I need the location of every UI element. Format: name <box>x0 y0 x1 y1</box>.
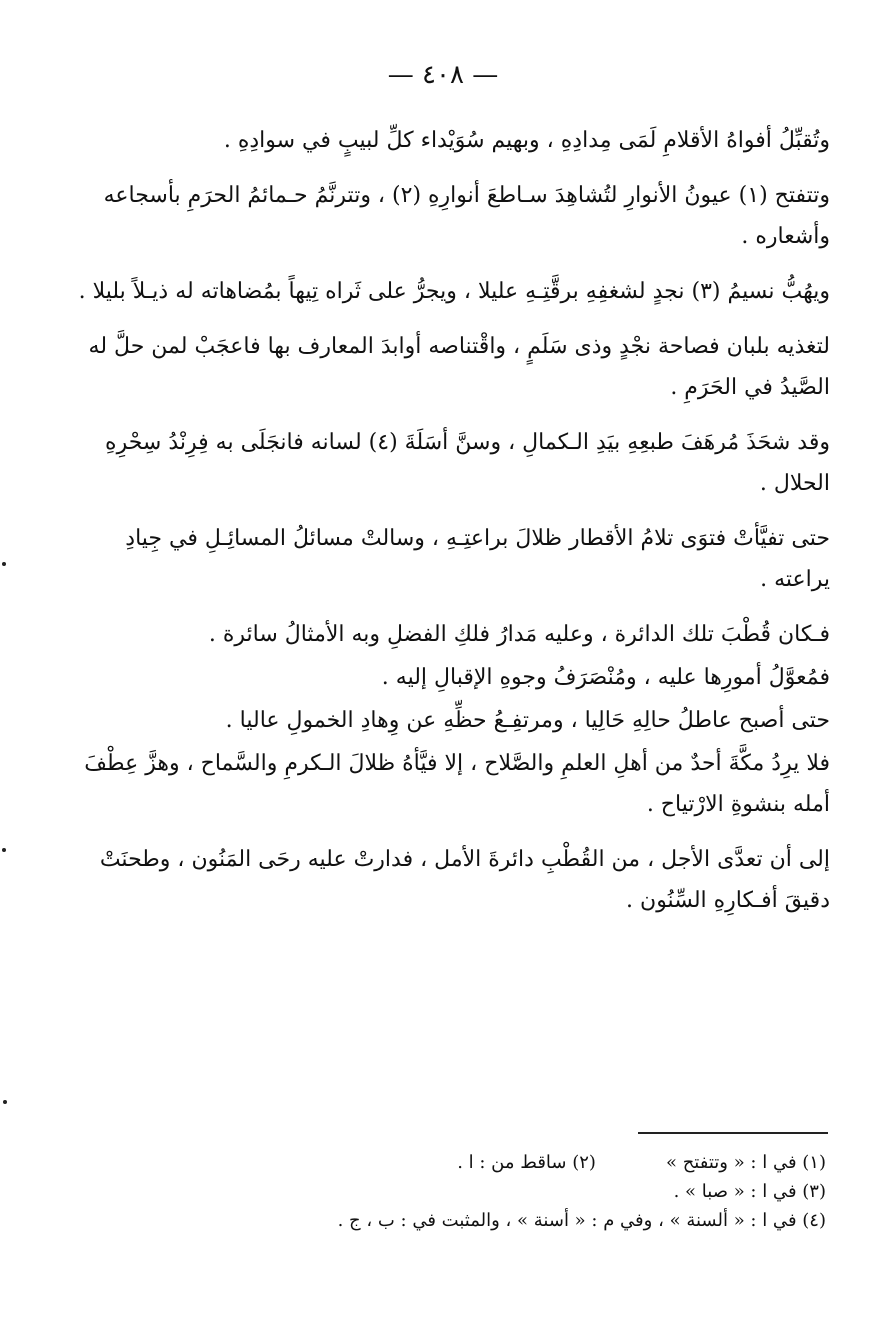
paragraph-4: لتغذيه بلبان فصاحة نجْدٍ وذى سَلَمٍ ، واقْتناصه أوابدَ المعارف بها فاعجَبْ لمن حلَّ له الصَّيدُ في الحَرَمِ . <box>88 334 830 400</box>
body-text <box>70 120 830 935</box>
paragraph-6: حتى تفيَّأتْ فتوَى تلامُ الأقطار ظلالَ براعتِـهِ ، وسالتْ مسائلُ المسائِـلِ في جِيادِ يراعته . <box>125 526 830 592</box>
footnote-4: (٤) في ا : « ألسنة » ، وفي م : « أسنة » ، والمثبت في : ب ، ج . <box>337 1210 826 1231</box>
paragraph-1: وتُقبِّلُ أفواهُ الأقلامِ لَمَى مِدادِهِ ، وبهيم سُوَيْداء كلِّ لبيبٍ في سوادِهِ . <box>223 128 830 153</box>
footnote-row <box>206 1148 826 1177</box>
paragraph-2: وتتفتح (١) عيونُ الأنوارِ لتُشاهِدَ سـاطعَ أنوارِهِ (٢) ، وتترنَّمُ حـمائمُ الحرَمِ بأسجاعه وأشعاره . <box>103 183 830 249</box>
paragraph-8: فمُعوَّلُ أمورِها عليه ، ومُنْصَرَفُ وجوهِ الإقبالِ إليه . <box>381 665 830 690</box>
page-number: — ٤٠٨ — <box>387 60 499 90</box>
footnote-1: (١) في ا : « وتتفتح » <box>665 1152 826 1173</box>
margin-mark <box>2 848 6 852</box>
paragraph-11: إلى أن تعدَّى الأجل ، من القُطْبِ دائرةَ الأمل ، فدارتْ عليه رحَى المَنُون ، وطحنَتْ دقيقَ أفـكارِهِ السِّنُون . <box>99 847 830 913</box>
footnote-3: (٣) في ا : « صبا » . <box>673 1181 826 1202</box>
margin-mark <box>3 1100 7 1104</box>
footnote-divider <box>638 1132 828 1134</box>
paragraph-3: ويهُبُّ نسيمُ (٣) نجدٍ لشغفِهِ برقَّتِـهِ عليلا ، ويجرُّ على ثَراه تِيهاً بمُضاهاته له ذيـلاً بليلا . <box>78 279 830 304</box>
footnotes <box>206 1148 826 1235</box>
paragraph-5: وقد شحَذَ مُرهَفَ طبعِهِ بيَدِ الـكمالِ ، وسنَّ أسَلَةَ (٤) لسانه فانجَلَى به فِرِنْدُ سِحْرِهِ الحلال . <box>105 430 830 496</box>
paragraph-10: فلا يرِدُ مكَّةَ أحدٌ من أهلِ العلمِ والصَّلاح ، إلا فيَّأهُ ظلالَ الـكرمِ والسَّماح ، وهزَّ عِطْفَ أمله بنشوةِ الارْتياح . <box>84 751 830 817</box>
paragraph-7: فـكان قُطْبَ تلك الدائرة ، وعليه مَدارُ فلكِ الفضلِ وبه الأمثالُ سائرة . <box>208 622 830 647</box>
paragraph-9: حتى أصبح عاطلُ حالِهِ حَالِيا ، ومرتفِـعُ حظِّهِ عن وِهادِ الخمولِ عاليا . <box>225 708 830 733</box>
margin-mark <box>2 562 6 566</box>
footnote-2: (٢) ساقط من : ا . <box>457 1152 596 1173</box>
